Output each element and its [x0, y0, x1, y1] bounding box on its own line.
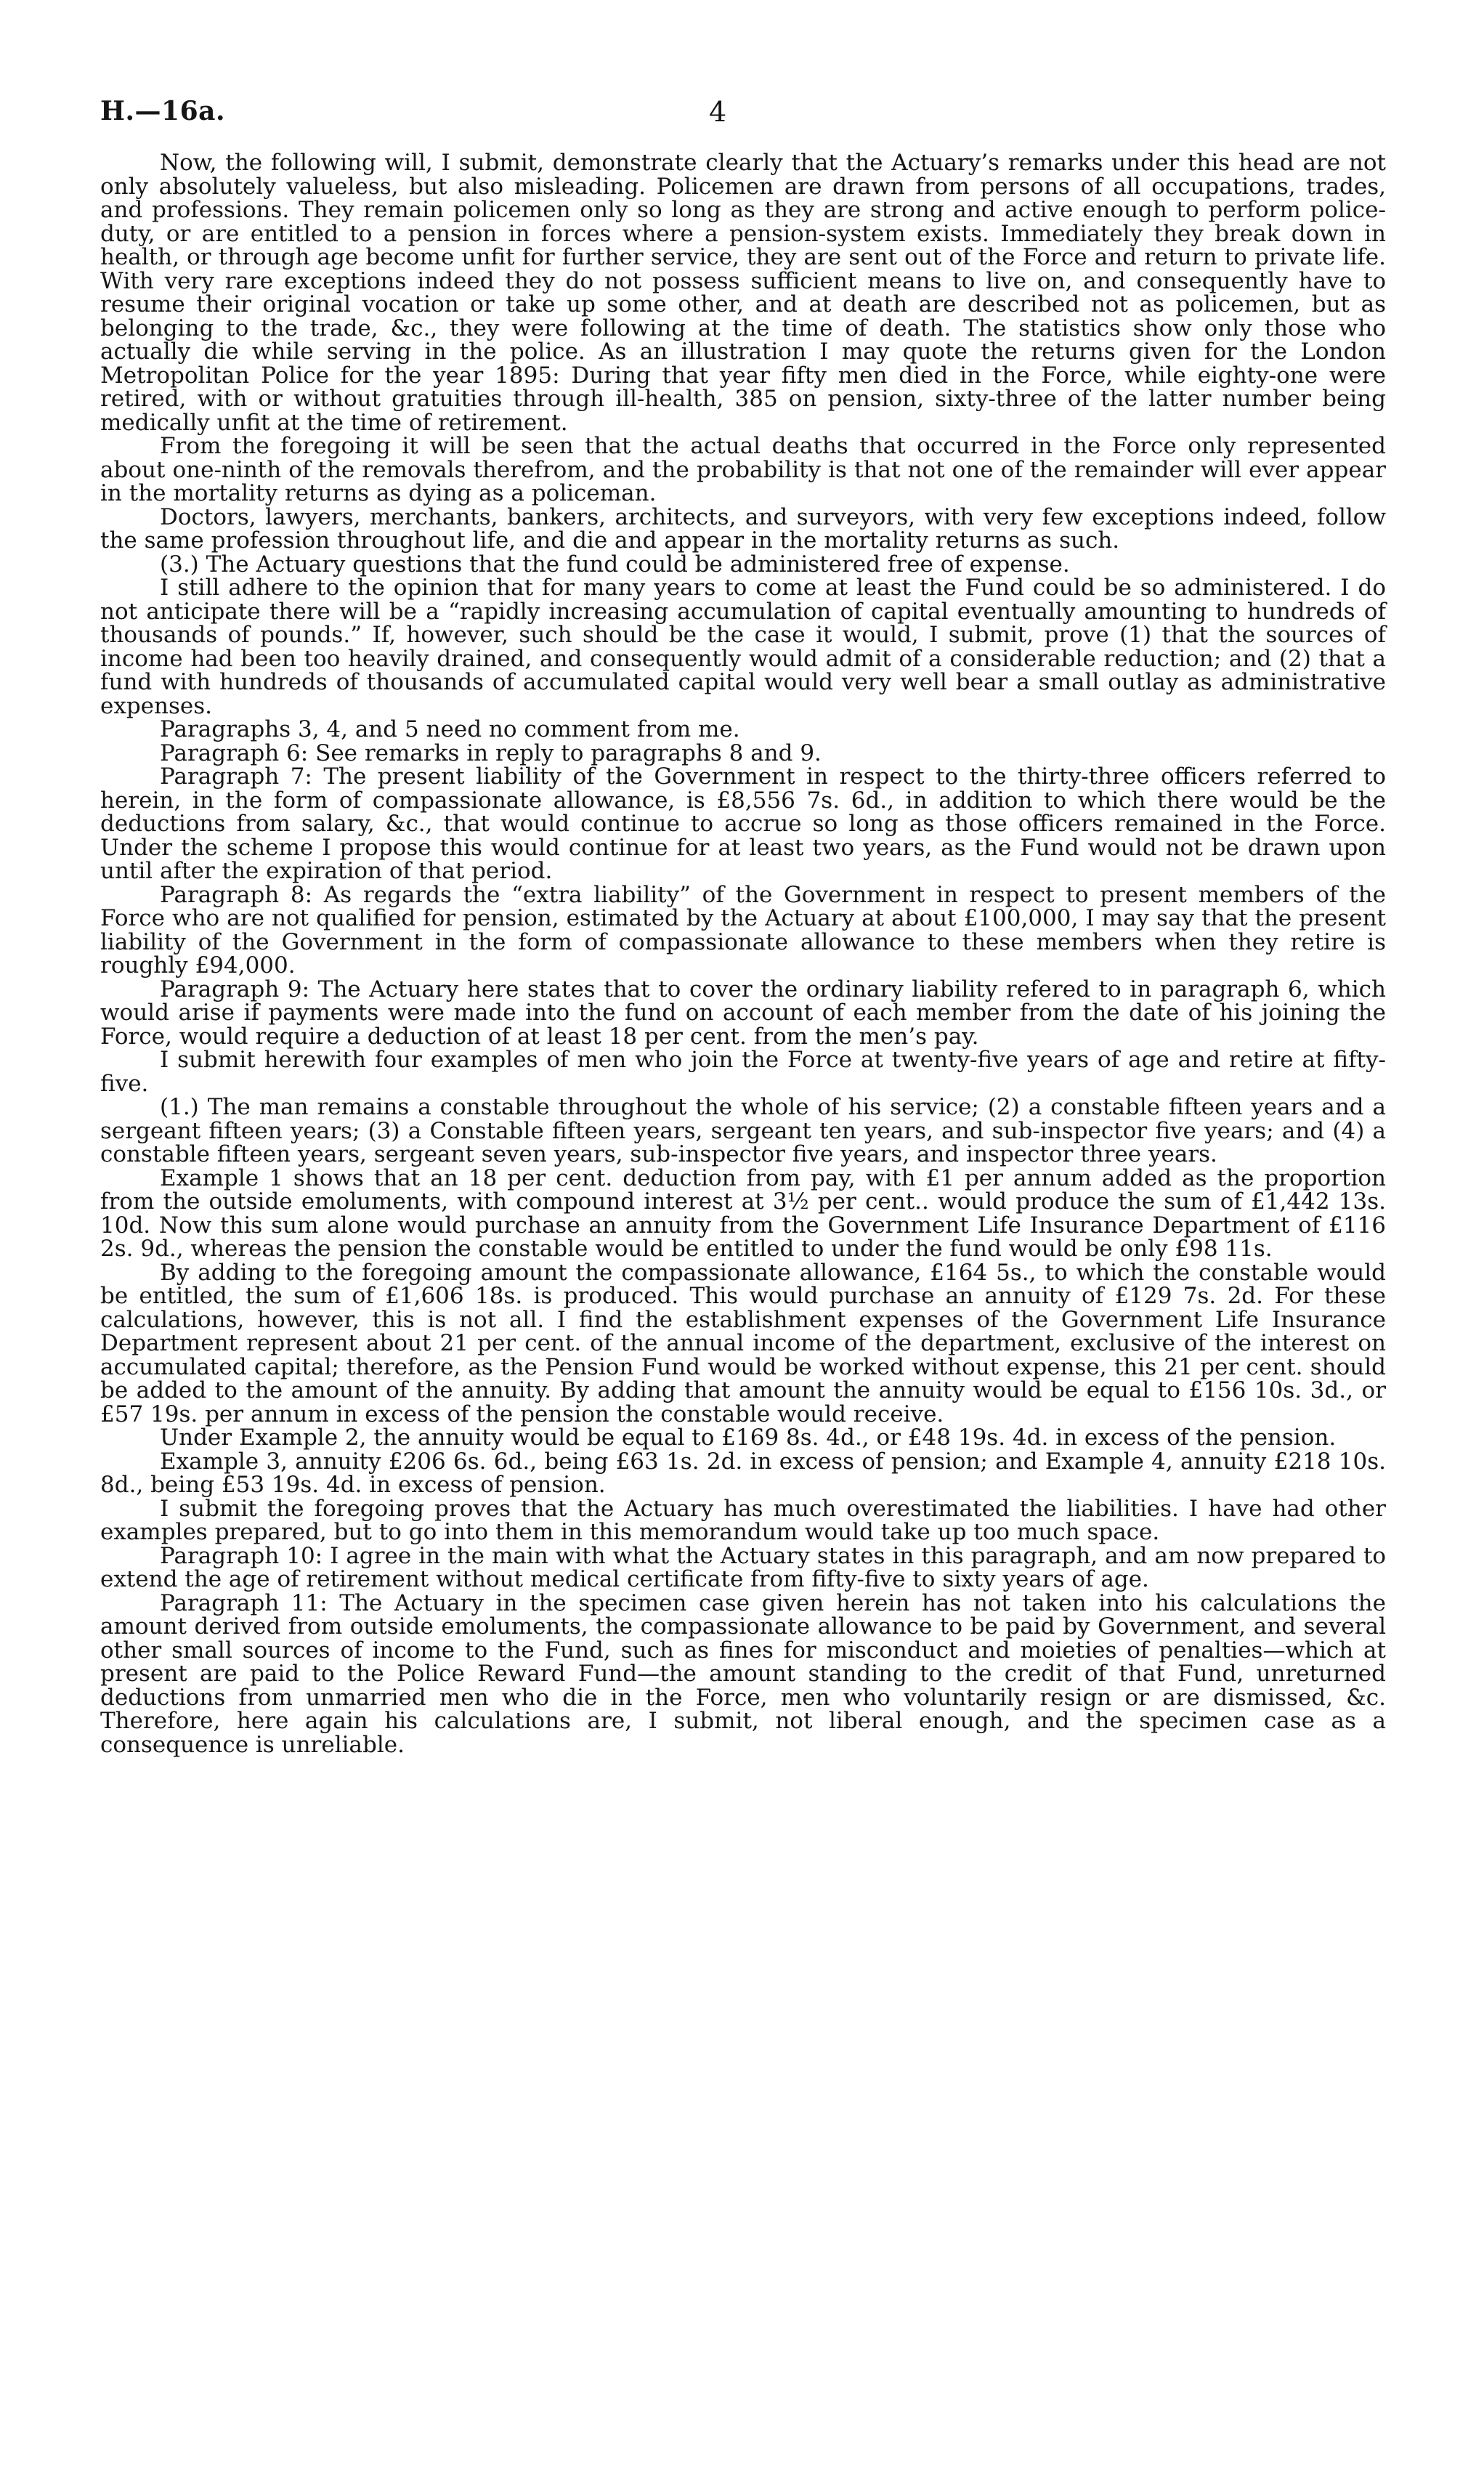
paragraph-10: Paragraph 10: I agree in the main with what the Actuary states in this paragraph, and am now prepared to extend the age of retirement without medical certificate from fifty-five to sixty years of age.: [100, 1542, 1386, 1592]
paragraph-examples-list: (1.) The man remains a constable throughout the whole of his service; (2) a constable fifteen years and a sergeant fifteen years; (3) a Constable fifteen years, sergeant ten years, and sub-inspector five years; and (4) a constable fifteen years, sergeant seven years, sub-inspector five years, and inspector three years.: [100, 1094, 1386, 1167]
paragraph-overestimated: I submit the foregoing proves that the Actuary has much overestimated the liabilities. I have had other examples prepared, but to go into them in this memorandum would take up too much space.: [100, 1495, 1386, 1545]
paragraph-8: Paragraph 8: As regards the “extra liability” of the Government in respect to present members of the Force who are not qualified for pension, estimated by the Actuary at about £100,000, I may say that the present liability of the Government in the form of compassionate allowance to these members when they retire is roughly £94,000.: [100, 881, 1386, 978]
page-number: 4: [709, 96, 727, 128]
paragraph-examples-intro: I submit herewith four examples of men who join the Force at twenty-five years of age and retire at fifty-five.: [100, 1047, 1386, 1097]
document-reference: H.—16a.: [100, 96, 226, 126]
paragraph-removals: From the foregoing it will be seen that the actual deaths that occurred in the Force only represented about one-ninth of the removals therefrom, and the probability is that not one of the remainder will ever appear in the mortality returns as dying as a policeman.: [100, 433, 1386, 506]
paragraph-actuary-remarks: Now, the following will, I submit, demonstrate clearly that the Actuary’s remarks under this head are not only absolutely valueless, but also misleading. Policemen are drawn from persons of all occupations, trades, and professions. They remain policemen only so long as they are strong and active enough to perform police-duty, or are entitled to a pension in forces where a pension-system exists. Immediately they break down in health, or through age become unfit for further service, they are sent out of the Force and return to private life. With very rare exceptions indeed they do not possess sufficient means to live on, and consequently have to resume their original vocation or take up some other, and at death are described not as policemen, but as belonging to the trade, &c., they were following at the time of death. The statistics show only those who actually die while serving in the police. As an illustration I may quote the returns given for the London Metropolitan Police for the year 1895: During that year fifty men died in the Force, while eighty-one were retired, with or without gratuities through ill-health, 385 on pension, sixty-three of the latter number being medically unfit at the time of retirement.: [100, 150, 1386, 436]
paragraph-11: Paragraph 11: The Actuary in the specimen case given herein has not taken into his calculations the amount derived from outside emoluments, the compassionate allowance to be paid by Government, and several other small sources of income to the Fund, such as fines for misconduct and moieties of penalties—which at present are paid to the Police Reward Fund—the amount standing to the credit of that Fund, unreturned deductions from unmarried men who die in the Force, men who voluntarily resign or are dismissed, &c. Therefore, here again his calculations are, I submit, not liberal enough, and the specimen case as a consequence is unreliable.: [100, 1589, 1386, 1758]
paragraph-point-3: (3.) The Actuary questions that the fund could be administered free of expense.: [160, 551, 1070, 578]
page-header: [100, 96, 1386, 139]
paragraph-9: Paragraph 9: The Actuary here states that to cover the ordinary liability refered to in paragraph 6, which would arise if payments were made into the fund on account of each member from the date of his joining the Force, would require a deduction of at least 18 per cent. from the men’s pay.: [100, 976, 1386, 1050]
paragraph-7: Paragraph 7: The present liability of the Government in respect to the thirty-three officers referred to herein, in the form of compassionate allowance, is £8,556 7s. 6d., in addition to which there would be the deductions from salary, &c., that would continue to accrue so long as those officers remained in the Force. Under the scheme I propose this would continue for at least two years, as the Fund would not be drawn upon until after the expiration of that period.: [100, 763, 1386, 884]
paragraph-6: Paragraph 6: See remarks in reply to paragraphs 8 and 9.: [160, 739, 822, 766]
paragraph-professions: Doctors, lawyers, merchants, bankers, architects, and surveyors, with very few exceptions indeed, follow the same profession throughout life, and die and appear in the mortality returns as such.: [100, 503, 1386, 554]
body-text: [100, 151, 1386, 1756]
paragraph-compassionate-allowance: By adding to the foregoing amount the compassionate allowance, £164 5s., to which the constable would be entitled, the sum of £1,606 18s. is produced. This would purchase an annuity of £129 7s. 2d. For these calculations, however, this is not all. I find the establishment expenses of the Government Life Insurance Department represent about 21 per cent. of the annual income of the department, exclusive of the interest on accumulated capital; therefore, as the Pension Fund would be worked without expense, this 21 per cent. should be added to the amount of the annuity. By adding that amount the annuity would be equal to £156 10s. 3d., or £57 19s. per annum in excess of the pension the constable would receive.: [100, 1259, 1386, 1427]
paragraph-3-4-5: Paragraphs 3, 4, and 5 need no comment from me.: [160, 716, 740, 742]
paragraph-example-1: Example 1 shows that an 18 per cent. deduction from pay, with £1 per annum added as the proportion from the outside emoluments, with compound interest at 3½ per cent.. would produce the sum of £1,442 13s. 10d. Now this sum alone would purchase an annuity from the Government Life Insurance Department of £116 2s. 9d., whereas the pension the constable would be entitled to under the fund would be only £98 11s.: [100, 1164, 1386, 1262]
paragraph-administration: I still adhere to the opinion that for many years to come at least the Fund could be so administered. I do not anticipate there will be a “rapidly increasing accumulation of capital eventually amounting to hundreds of thousands of pounds.” If, however, such should be the case it would, I submit, prove (1) that the sources of income had been too heavily drained, and consequently would admit of a considerable reduction; and (2) that a fund with hundreds of thousands of accumulated capital would very well bear a small outlay as administrative expenses.: [100, 575, 1386, 719]
paragraph-example-2: Under Example 2, the annuity would be equal to £169 8s. 4d., or £48 19s. 4d. in excess of the pension.: [160, 1425, 1337, 1451]
paragraph-examples-3-4: Example 3, annuity £206 6s. 6d., being £63 1s. 2d. in excess of pension; and Example 4, annuity £218 10s. 8d., being £53 19s. 4d. in excess of pension.: [100, 1448, 1386, 1498]
